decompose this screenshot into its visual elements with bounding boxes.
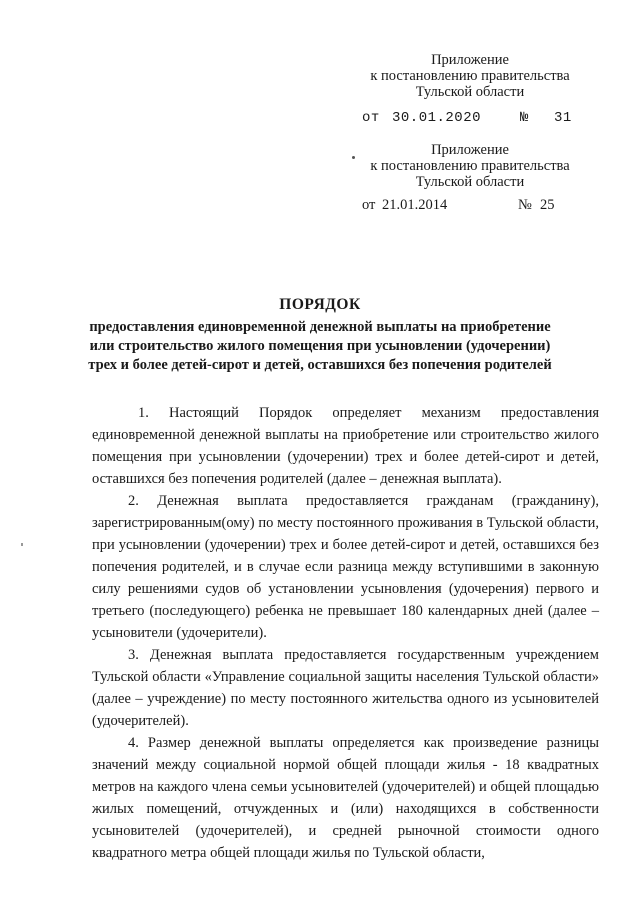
resolution-date: 30.01.2020 [392,110,482,126]
document-title [60,296,580,375]
title-subtitle-line: или строительство жилого помещения при усыновлении (удочерении) [89,338,551,354]
resolution-date-line-original [362,197,555,214]
scan-mark [21,543,23,546]
region-name: Тульской области [415,174,525,190]
appendix-label: Приложение [431,142,509,158]
paragraph-3: 3. Денежная выплата предоставляется государственным учреждением Тульской области «Управление социальной защиты населения Тульской области» (далее – учреждение) по месту постоянного жительства одного из усыновителей (удочерителей). [92,647,599,729]
region-name: Тульской области [415,84,525,100]
date-prefix: от [362,110,380,126]
appendix-header-current [340,52,600,100]
resolution-number: 25 [540,197,555,213]
document-body [92,402,599,864]
appendix-header-original [340,142,600,190]
appendix-label: Приложение [431,52,509,68]
resolution-reference: к постановлению правительства [370,158,570,174]
title-subtitle-line: трех и более детей-сирот и детей, оставшихся без попечения родителей [88,357,552,373]
date-prefix: от [362,197,376,213]
paragraph-2: 2. Денежная выплата предоставляется гражданам (гражданину), зарегистрированным(ому) по месту постоянного проживания в Тульской области, при усыновлении (удочерении) трех и более детей-сирот и детей, оставшихся без попечения родителей, и в случае если разница между вступившими в законную силу решениями судов об установлении усыновления (удочерения) первого и третьего (последующего) ребенка не превышает 180 календарных дней (далее – усыновители (удочерители). [92,493,599,641]
resolution-date: 21.01.2014 [382,197,448,213]
title-main: ПОРЯДОК [279,296,361,313]
paragraph-4: 4. Размер денежной выплаты определяется как произведение разницы значений между социальной нормой общей площади жилья - 18 квадратных метров на каждого члена семьи усыновителей (удочерителей) и общей площадью жилых помещений, отчужденных и (или) находящихся в собственности усыновителей (удочерителей), и средней рыночной стоимости одного квадратного метра общей площади жилья по Тульской области, [92,735,599,861]
resolution-date-line-current [362,110,572,126]
resolution-reference: к постановлению правительства [370,68,570,84]
title-subtitle-line: предоставления единовременной денежной выплаты на приобретение [89,319,551,335]
resolution-number: 31 [554,110,572,126]
number-sign: № [518,197,532,213]
number-sign: № [520,110,529,126]
paragraph-1: 1. Настоящий Порядок определяет механизм предоставления единовременной денежной выплаты на приобретение или строительство жилого помещения при усыновлении (удочерении) трех и более детей-сирот и детей, оставшихся без попечения родителей (далее – денежная выплата). [92,405,599,487]
